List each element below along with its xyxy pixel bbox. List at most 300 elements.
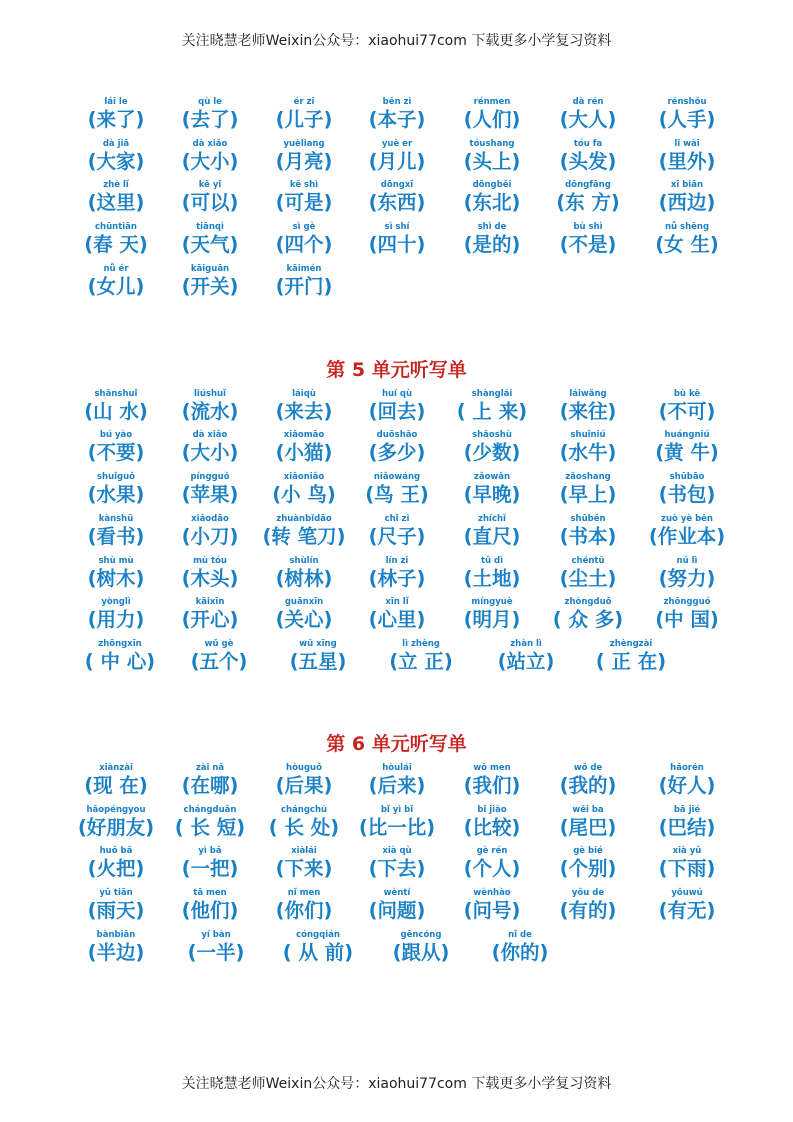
chinese-word: (大人): [559, 108, 617, 131]
vocab-item: [256, 264, 352, 304]
chinese-word: (林子): [368, 567, 426, 590]
page-header: 关注晓慧老师Weixin公众号：xiaohui77com 下载更多小学复习资料: [181, 33, 612, 49]
vocab-item: [349, 805, 445, 845]
chinese-word: ( 从 前): [282, 941, 354, 964]
chinese-word: (下去): [368, 857, 426, 880]
pinyin-label: dà rén: [572, 97, 604, 107]
pinyin-label: lái le: [104, 97, 128, 107]
chinese-word: (树木): [87, 567, 145, 590]
vocab-item: [68, 389, 164, 429]
chinese-word: (本子): [368, 108, 426, 131]
vocab-item: [639, 472, 735, 512]
vocab-item: [349, 389, 445, 429]
vocab-item: [349, 888, 445, 928]
chinese-word: (里外): [658, 150, 716, 173]
vocab-item: [162, 888, 258, 928]
pinyin-label: sì shí: [384, 222, 410, 232]
chinese-word: (努力): [658, 567, 716, 590]
chinese-word: (来往): [559, 400, 617, 423]
chinese-word: (西边): [658, 191, 716, 214]
vocab-item: [162, 597, 258, 637]
vocab-item: [256, 805, 352, 845]
pinyin-label: qù le: [198, 97, 222, 107]
vocab-item: [68, 514, 164, 554]
pinyin-label: bú yào: [99, 430, 133, 440]
chinese-word: ( 正 在): [595, 650, 667, 673]
vocab-item: [162, 389, 258, 429]
vocab-item: [540, 180, 636, 220]
chinese-word: (春 天): [84, 233, 148, 256]
vocab-item: [639, 180, 735, 220]
word-row: [0, 472, 793, 512]
chinese-word: ( 长 短): [174, 816, 246, 839]
chinese-word: (有无): [658, 899, 716, 922]
chinese-word: (你的): [491, 941, 549, 964]
pinyin-label: kě yǐ: [198, 180, 222, 190]
pinyin-label: rénshǒu: [667, 97, 707, 107]
pinyin-label: píngguǒ: [190, 472, 230, 482]
pinyin-label: běn zi: [382, 97, 412, 107]
vocab-item: [444, 430, 540, 470]
pinyin-label: yǒuwú: [671, 888, 703, 898]
pinyin-label: huí qù: [381, 389, 413, 399]
chinese-word: ( 长 处): [268, 816, 340, 839]
vocab-item: [68, 805, 164, 845]
chinese-word: (大小): [181, 441, 239, 464]
pinyin-label: bù shì: [573, 222, 603, 232]
vocab-item: [540, 97, 636, 137]
chinese-word: (半边): [87, 941, 145, 964]
vocab-item: [639, 597, 735, 637]
chinese-word: (鸟 王): [365, 483, 429, 506]
chinese-word: (黄 牛): [655, 441, 719, 464]
pinyin-label: zhèngzài: [609, 639, 653, 649]
pinyin-label: dà xiǎo: [192, 139, 228, 149]
vocab-item: [639, 97, 735, 137]
vocab-item: [349, 514, 445, 554]
vocab-item: [162, 97, 258, 137]
chinese-word: (女儿): [87, 275, 145, 298]
vocab-item: [68, 472, 164, 512]
vocab-item: [162, 430, 258, 470]
vocab-item: [444, 556, 540, 596]
vocab-item: [68, 430, 164, 470]
chinese-word: (问号): [463, 899, 521, 922]
pinyin-label: hǎorén: [670, 763, 704, 773]
pinyin-label: láiwǎng: [569, 389, 607, 399]
pinyin-label: liúshuǐ: [194, 389, 226, 399]
word-row: [0, 222, 793, 262]
vocab-item: [349, 430, 445, 470]
pinyin-label: duōshǎo: [376, 430, 418, 440]
vocab-item: [349, 846, 445, 886]
chinese-word: ( 上 来): [456, 400, 528, 423]
vocab-item: [540, 139, 636, 179]
pinyin-label: zhàn lì: [510, 639, 542, 649]
pinyin-label: dà xiǎo: [192, 430, 228, 440]
word-row: [0, 430, 793, 470]
pinyin-label: yònglì: [101, 597, 131, 607]
vocab-item: [256, 180, 352, 220]
pinyin-label: mù tóu: [193, 556, 227, 566]
pinyin-label: wǒ men: [473, 763, 511, 773]
pinyin-label: shǎoshù: [472, 430, 512, 440]
word-row: [0, 139, 793, 179]
chinese-word: (一半): [187, 941, 245, 964]
chinese-word: (现 在): [84, 774, 148, 797]
chinese-word: (人们): [463, 108, 521, 131]
vocab-item: [444, 763, 540, 803]
vocab-item: [68, 97, 164, 137]
chinese-word: (书本): [559, 525, 617, 548]
chinese-word: (你们): [275, 899, 333, 922]
pinyin-label: nǐ de: [508, 930, 532, 940]
pinyin-label: nǚ shēng: [664, 222, 710, 232]
word-row: [0, 888, 793, 928]
pinyin-label: shùlín: [289, 556, 319, 566]
chinese-word: (东西): [368, 191, 426, 214]
pinyin-label: bànbiān: [96, 930, 136, 940]
pinyin-label: hòuguǒ: [286, 763, 322, 773]
vocab-item: [270, 930, 366, 970]
vocab-item: [256, 472, 352, 512]
chinese-word: (转 笔刀): [262, 525, 346, 548]
chinese-word: (关心): [275, 608, 333, 631]
chinese-word: (作业本): [648, 525, 726, 548]
word-row: [0, 556, 793, 596]
chinese-word: (早上): [559, 483, 617, 506]
vocab-item: [162, 763, 258, 803]
chinese-word: (水果): [87, 483, 145, 506]
vocab-item: [472, 930, 568, 970]
word-row: [0, 389, 793, 429]
pinyin-label: dà jiā: [102, 139, 130, 149]
pinyin-label: yí bàn: [201, 930, 231, 940]
pinyin-label: yì bǎ: [198, 846, 222, 856]
vocab-item: [639, 888, 735, 928]
vocab-item: [171, 639, 267, 679]
vocab-item: [639, 139, 735, 179]
pinyin-label: guānxīn: [284, 597, 324, 607]
word-row: [0, 805, 793, 845]
vocab-item: [444, 389, 540, 429]
chinese-word: (比一比): [358, 816, 436, 839]
chinese-word: (好人): [658, 774, 716, 797]
pinyin-label: wěi ba: [572, 805, 604, 815]
chinese-word: (后来): [368, 774, 426, 797]
pinyin-label: gè rén: [476, 846, 508, 856]
vocab-item: [444, 597, 540, 637]
chinese-word: (不要): [87, 441, 145, 464]
pinyin-label: tǔ dì: [480, 556, 504, 566]
pinyin-label: bǐ jiào: [477, 805, 507, 815]
vocab-item: [68, 264, 164, 304]
pinyin-label: shuǐniú: [570, 430, 606, 440]
vocab-item: [162, 556, 258, 596]
vocab-item: [478, 639, 574, 679]
vocab-item: [373, 639, 469, 679]
vocab-item: [349, 97, 445, 137]
chinese-word: (人手): [658, 108, 716, 131]
chinese-word: (用力): [87, 608, 145, 631]
chinese-word: (女 生): [655, 233, 719, 256]
chinese-word: (个人): [463, 857, 521, 880]
vocab-item: [639, 805, 735, 845]
vocab-item: [270, 639, 366, 679]
chinese-word: (大小): [181, 150, 239, 173]
vocab-item: [349, 139, 445, 179]
chinese-word: (一把): [181, 857, 239, 880]
pinyin-label: yuè er: [381, 139, 413, 149]
pinyin-label: tóu fa: [573, 139, 603, 149]
vocab-item: [540, 430, 636, 470]
chinese-word: (比较): [463, 816, 521, 839]
pinyin-label: sì gè: [292, 222, 316, 232]
chinese-word: (四个): [275, 233, 333, 256]
vocab-item: [444, 846, 540, 886]
pinyin-label: xiǎodāo: [191, 514, 229, 524]
vocab-item: [540, 389, 636, 429]
pinyin-label: zhōngguó: [663, 597, 711, 607]
pinyin-label: xiàlái: [291, 846, 317, 856]
pinyin-label: kāiguān: [190, 264, 230, 274]
vocab-item: [68, 888, 164, 928]
vocab-item: [639, 389, 735, 429]
pinyin-label: wènhào: [473, 888, 511, 898]
chinese-word: (是的): [463, 233, 521, 256]
pinyin-label: tā men: [193, 888, 227, 898]
pinyin-label: yǔ tiān: [99, 888, 133, 898]
vocab-item: [540, 763, 636, 803]
vocab-item: [540, 472, 636, 512]
chinese-word: (早晚): [463, 483, 521, 506]
vocab-item: [444, 180, 540, 220]
pinyin-label: zhuànbǐdāo: [276, 514, 332, 524]
pinyin-label: lín zi: [385, 556, 409, 566]
vocab-item: [639, 514, 735, 554]
vocab-item: [68, 222, 164, 262]
chinese-word: (小猫): [275, 441, 333, 464]
vocab-item: [444, 472, 540, 512]
vocab-item: [256, 846, 352, 886]
vocab-item: [639, 430, 735, 470]
vocab-item: [256, 888, 352, 928]
pinyin-label: wǒ de: [573, 763, 603, 773]
pinyin-label: chūntiān: [95, 222, 137, 232]
vocab-item: [162, 514, 258, 554]
chinese-word: (雨天): [87, 899, 145, 922]
pinyin-label: huǒ bǎ: [99, 846, 133, 856]
vocab-item: [68, 139, 164, 179]
vocab-item: [68, 556, 164, 596]
pinyin-label: hòulái: [382, 763, 412, 773]
pinyin-label: zài nǎ: [195, 763, 225, 773]
vocab-item: [162, 846, 258, 886]
word-row: [0, 763, 793, 803]
chinese-word: (来去): [275, 400, 333, 423]
vocab-item: [639, 556, 735, 596]
chinese-word: (立 正): [389, 650, 453, 673]
pinyin-label: xīn lǐ: [385, 597, 409, 607]
vocab-item: [444, 97, 540, 137]
chinese-word: (心里): [368, 608, 426, 631]
vocab-item: [256, 389, 352, 429]
chinese-word: (跟从): [392, 941, 450, 964]
chinese-word: (头上): [463, 150, 521, 173]
chinese-word: ( 中 心): [84, 650, 156, 673]
chinese-word: (东北): [463, 191, 521, 214]
vocab-item: [256, 763, 352, 803]
pinyin-label: zhòngduō: [564, 597, 612, 607]
pinyin-label: tiānqì: [196, 222, 224, 232]
chinese-word: (开门): [275, 275, 333, 298]
pinyin-label: nǔ lì: [676, 556, 698, 566]
pinyin-label: shù mù: [98, 556, 134, 566]
pinyin-label: huángniú: [664, 430, 710, 440]
pinyin-label: lì zhèng: [402, 639, 440, 649]
pinyin-label: xiǎoniǎo: [283, 472, 325, 482]
pinyin-label: niǎowáng: [373, 472, 421, 482]
vocab-item: [540, 556, 636, 596]
word-row: [0, 597, 793, 637]
word-row: [0, 639, 793, 679]
pinyin-label: bǐ yì bǐ: [380, 805, 414, 815]
vocab-item: [540, 222, 636, 262]
chinese-word: (有的): [559, 899, 617, 922]
pinyin-label: bā jié: [673, 805, 701, 815]
chinese-word: (月儿): [368, 150, 426, 173]
pinyin-label: míngyuè: [471, 597, 513, 607]
vocab-item: [540, 805, 636, 845]
pinyin-label: shì de: [477, 222, 507, 232]
pinyin-label: kě shì: [289, 180, 319, 190]
vocab-item: [162, 139, 258, 179]
section-title: 第 5 单元听写单: [326, 359, 467, 381]
chinese-word: (去了): [181, 108, 239, 131]
chinese-word: (回去): [368, 400, 426, 423]
chinese-word: (木头): [181, 567, 239, 590]
chinese-word: (天气): [181, 233, 239, 256]
vocab-item: [540, 514, 636, 554]
pinyin-label: xī biān: [670, 180, 704, 190]
word-row: [0, 97, 793, 137]
chinese-word: (他们): [181, 899, 239, 922]
pinyin-label: chángduǎn: [183, 805, 237, 815]
vocab-item: [349, 597, 445, 637]
chinese-word: (好朋友): [77, 816, 155, 839]
pinyin-label: shuǐguǒ: [96, 472, 136, 482]
chinese-word: (明月): [463, 608, 521, 631]
vocab-item: [68, 930, 164, 970]
pinyin-label: gēncóng: [400, 930, 442, 940]
vocab-item: [444, 139, 540, 179]
chinese-word: (儿子): [275, 108, 333, 131]
chinese-word: (可是): [275, 191, 333, 214]
vocab-item: [639, 763, 735, 803]
chinese-word: (五星): [289, 650, 347, 673]
chinese-word: (开关): [181, 275, 239, 298]
chinese-word: (月亮): [275, 150, 333, 173]
vocab-item: [162, 222, 258, 262]
chinese-word: (山 水): [84, 400, 148, 423]
pinyin-label: dōngběi: [472, 180, 512, 190]
pinyin-label: hǎopéngyou: [86, 805, 146, 815]
chinese-word: (下雨): [658, 857, 716, 880]
chinese-word: (书包): [658, 483, 716, 506]
vocab-item: [256, 597, 352, 637]
chinese-word: (中 国): [655, 608, 719, 631]
vocab-item: [444, 514, 540, 554]
pinyin-label: xià qù: [382, 846, 412, 856]
chinese-word: (多少): [368, 441, 426, 464]
chinese-word: (尘土): [559, 567, 617, 590]
chinese-word: (东 方): [556, 191, 620, 214]
chinese-word: (开心): [181, 608, 239, 631]
pinyin-label: zǎowǎn: [473, 472, 511, 482]
section-title: 第 6 单元听写单: [326, 733, 467, 755]
pinyin-label: kāimén: [286, 264, 322, 274]
pinyin-label: yuèliang: [283, 139, 325, 149]
chinese-word: (下来): [275, 857, 333, 880]
chinese-word: (树林): [275, 567, 333, 590]
vocab-item: [444, 805, 540, 845]
pinyin-label: xiǎomāo: [283, 430, 325, 440]
word-row: [0, 846, 793, 886]
chinese-word: (在哪): [181, 774, 239, 797]
pinyin-label: chángchù: [280, 805, 328, 815]
vocab-item: [162, 472, 258, 512]
pinyin-label: xiànzài: [99, 763, 133, 773]
vocab-item: [256, 556, 352, 596]
pinyin-label: rénmen: [473, 97, 511, 107]
chinese-word: (不可): [658, 400, 716, 423]
pinyin-label: shānshuǐ: [94, 389, 138, 399]
chinese-word: ( 众 多): [552, 608, 624, 631]
chinese-word: (来了): [87, 108, 145, 131]
chinese-word: (苹果): [181, 483, 239, 506]
pinyin-label: nǐ men: [287, 888, 321, 898]
chinese-word: (不是): [559, 233, 617, 256]
chinese-word: (四十): [368, 233, 426, 256]
chinese-word: (问题): [368, 899, 426, 922]
pinyin-label: chéntǔ: [571, 556, 605, 566]
vocab-item: [349, 222, 445, 262]
pinyin-label: dōngfāng: [565, 180, 611, 190]
vocab-item: [349, 763, 445, 803]
vocab-item: [68, 180, 164, 220]
vocab-item: [168, 930, 264, 970]
chinese-word: (水牛): [559, 441, 617, 464]
pinyin-label: tóushang: [469, 139, 515, 149]
pinyin-label: wǔ xīng: [299, 639, 337, 649]
vocab-item: [256, 139, 352, 179]
vocab-item: [540, 888, 636, 928]
word-row: [0, 930, 793, 970]
pinyin-label: gè bié: [573, 846, 603, 856]
word-row: [0, 514, 793, 554]
chinese-word: (小 鸟): [272, 483, 336, 506]
vocab-item: [256, 97, 352, 137]
pinyin-label: shànglái: [471, 389, 513, 399]
vocab-item: [373, 930, 469, 970]
pinyin-label: lǐ wài: [674, 139, 700, 149]
vocab-item: [162, 180, 258, 220]
chinese-word: (土地): [463, 567, 521, 590]
vocab-item: [349, 556, 445, 596]
chinese-word: (个别): [559, 857, 617, 880]
pinyin-label: zuò yè běn: [661, 514, 713, 524]
chinese-word: (五个): [190, 650, 248, 673]
